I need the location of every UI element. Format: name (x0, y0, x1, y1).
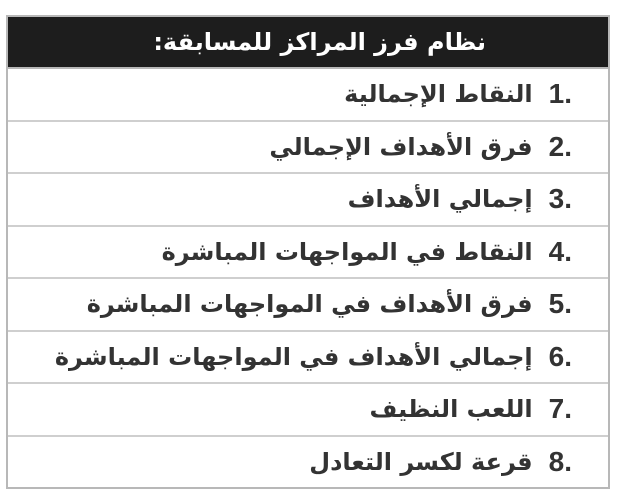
item-label: فرق الأهداف الإجمالي (269, 132, 533, 161)
list-item (8, 279, 608, 332)
criteria-list (8, 69, 608, 487)
item-number: 6. (548, 340, 572, 372)
tiebreaker-table (6, 15, 610, 489)
item-label: اللعب النظيف (369, 395, 533, 424)
item-label: فرق الأهداف في المواجهات المباشرة (86, 290, 533, 319)
item-number: 1. (548, 78, 572, 110)
item-number: 8. (548, 445, 572, 477)
list-item (8, 332, 608, 385)
list-item (8, 174, 608, 227)
list-item (8, 437, 608, 488)
list-item (8, 384, 608, 437)
list-item (8, 69, 608, 122)
list-item (8, 122, 608, 175)
list-item (8, 227, 608, 280)
item-label: قرعة لكسر التعادل (309, 447, 533, 476)
item-label: إجمالي الأهداف (347, 185, 533, 214)
item-number: 3. (548, 183, 572, 215)
item-label: إجمالي الأهداف في المواجهات المباشرة (54, 342, 533, 371)
item-label: النقاط الإجمالية (344, 80, 533, 109)
item-number: 2. (548, 130, 572, 162)
item-number: 5. (548, 288, 572, 320)
table-title: نظام فرز المراكز للمسابقة: (8, 17, 608, 69)
item-number: 7. (548, 393, 572, 425)
item-label: النقاط في المواجهات المباشرة (161, 237, 533, 266)
item-number: 4. (548, 235, 572, 267)
